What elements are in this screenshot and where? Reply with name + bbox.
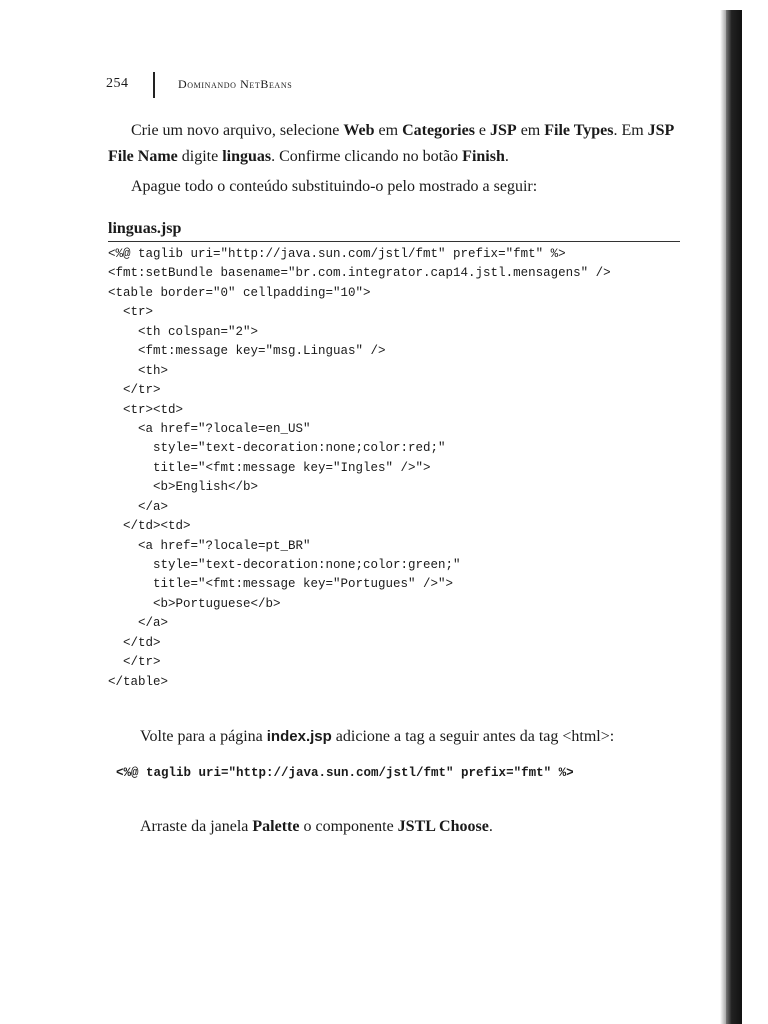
text-run: adicione a tag a seguir antes da tag <html>: <box>331 728 615 745</box>
bold-term: Finish <box>462 148 505 165</box>
code-line: <tr> <box>108 305 154 320</box>
code-line: title="<fmt:message key="Portugues" />"> <box>108 577 454 592</box>
paragraph-1-line-1 <box>131 120 674 142</box>
code-line: <th colspan="2"> <box>108 324 259 339</box>
listing-rule <box>108 241 680 242</box>
code-line: <a href="?locale=pt_BR" <box>108 538 311 553</box>
code-line: <b>English</b> <box>108 480 259 495</box>
code-line: </td><td> <box>108 519 191 534</box>
code-line: <fmt:message key="msg.Linguas" /> <box>108 344 386 359</box>
bold-term: linguas <box>222 148 272 165</box>
code-line: </a> <box>108 616 169 631</box>
text-run: Arraste da janela <box>140 818 253 835</box>
bold-term: index.jsp <box>266 728 332 745</box>
paragraph-4 <box>140 816 493 838</box>
code-line: <fmt:setBundle basename="br.com.integrator.cap14.jstl.mensagens" /> <box>108 266 611 281</box>
code-line: </table> <box>108 674 169 689</box>
header-divider <box>153 72 155 98</box>
bold-term: JSTL Choose <box>397 818 489 835</box>
text-run: Crie um novo arquivo, selecione <box>131 122 344 139</box>
code-line: style="text-decoration:none;color:green;" <box>108 558 461 572</box>
scan-edge-shadow <box>726 10 742 1024</box>
code-line: <%@ taglib uri="http://java.sun.com/jstl/fmt" prefix="fmt" %> <box>108 247 566 261</box>
bold-term: File Name <box>108 148 178 165</box>
bold-term: JSP <box>647 122 675 139</box>
code-line: </tr> <box>108 655 161 670</box>
bold-term: Categories <box>402 122 475 139</box>
code-line: </a> <box>108 499 169 514</box>
text-run: o componente <box>299 818 398 835</box>
code-line: title="<fmt:message key="Ingles" />"> <box>108 460 431 475</box>
paragraph-2: Apague todo o conteúdo substituindo-o pelo mostrado a seguir: <box>131 178 538 195</box>
text-run: em <box>516 122 545 139</box>
bold-term: Palette <box>252 818 300 835</box>
code-line: <th> <box>108 363 169 378</box>
paragraph-1-line-2 <box>108 146 509 168</box>
page-number: 254 <box>106 76 129 91</box>
bold-term: Web <box>343 122 375 139</box>
text-run: digite <box>177 148 223 165</box>
text-run: . Em <box>613 122 648 139</box>
code-line: <a href="?locale=en_US" <box>108 421 311 436</box>
code-line: <tr><td> <box>108 402 184 417</box>
code-line: <b>Portuguese</b> <box>108 596 281 611</box>
code-listing <box>108 245 611 692</box>
bold-term: JSP <box>490 122 517 139</box>
code-line: </tr> <box>108 383 161 398</box>
code-line: <table border="0" cellpadding="10"> <box>108 285 371 300</box>
taglib-code-line: <%@ taglib uri="http://java.sun.com/jstl/fmt" prefix="fmt" %> <box>116 766 574 780</box>
text-run: . <box>504 148 509 165</box>
text-run: Volte para a página <box>140 728 267 745</box>
text-run: em <box>374 122 403 139</box>
running-title: Dominando NetBeans <box>178 77 293 91</box>
text-run: e <box>474 122 491 139</box>
listing-title: linguas.jsp <box>108 220 182 237</box>
code-line: </td> <box>108 635 161 650</box>
bold-term: File Types <box>544 122 614 139</box>
code-line: style="text-decoration:none;color:red;" <box>108 441 446 456</box>
text-run: . Confirme clicando no botão <box>271 148 463 165</box>
paragraph-3 <box>140 726 614 748</box>
text-run: . <box>488 818 493 835</box>
